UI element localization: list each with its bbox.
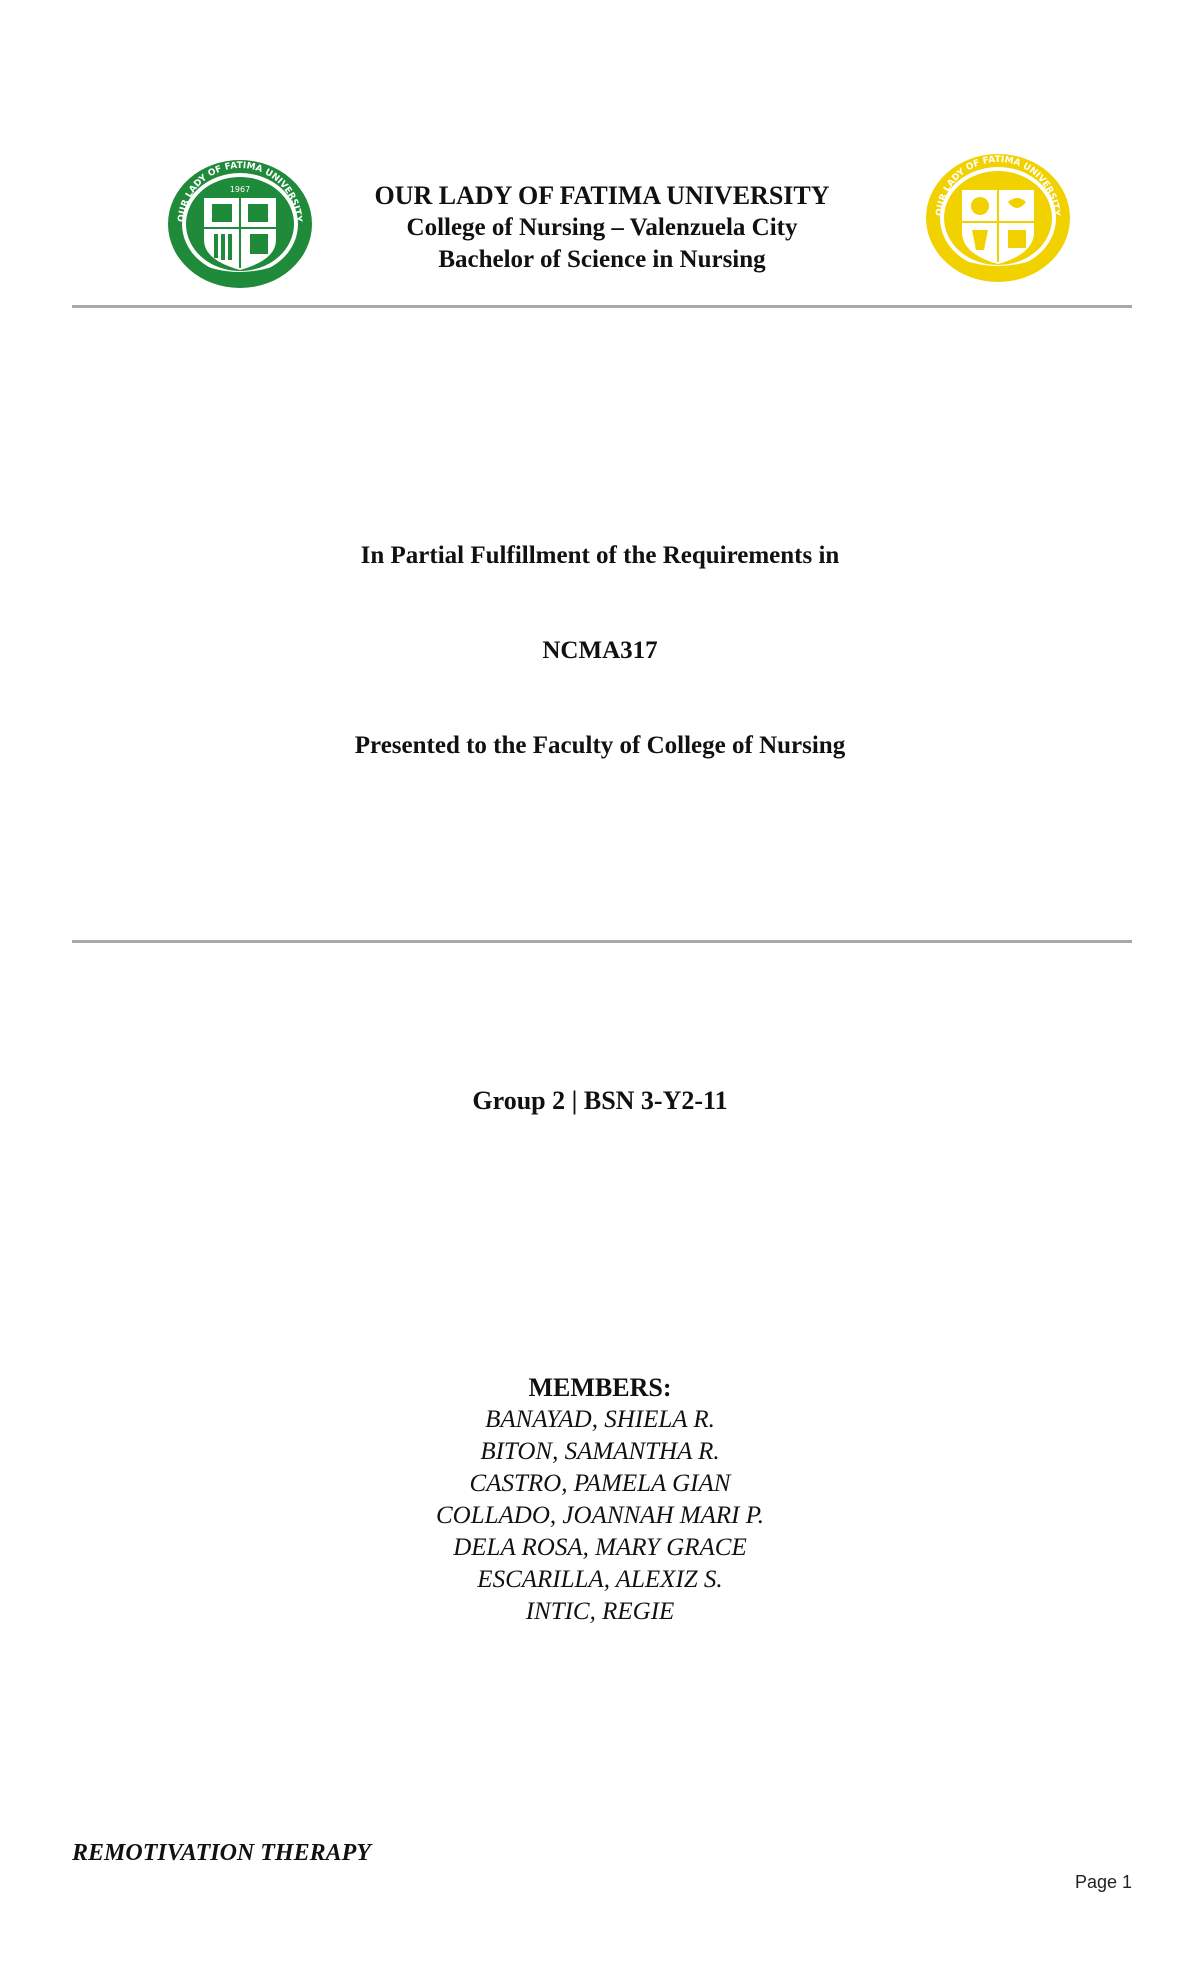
svg-text:1967: 1967 bbox=[229, 185, 251, 194]
document-footer-title: REMOTIVATION THERAPY bbox=[72, 1840, 371, 1866]
university-heading bbox=[302, 180, 902, 276]
member-name: DELA ROSA, MARY GRACE bbox=[453, 1534, 747, 1561]
fulfillment-statement: In Partial Fulfillment of the Requirements in bbox=[360, 542, 840, 569]
member-name: BANAYAD, SHIELA R. bbox=[485, 1406, 715, 1433]
member-name: COLLADO, JOANNAH MARI P. bbox=[435, 1502, 764, 1529]
university-seal-icon bbox=[164, 156, 316, 292]
section-divider bbox=[72, 940, 1132, 943]
page-number: Page 1 bbox=[1074, 1872, 1132, 1892]
member-name: CASTRO, PAMELA GIAN bbox=[469, 1470, 731, 1497]
program-name: Bachelor of Science in Nursing bbox=[438, 246, 766, 273]
members-list bbox=[0, 1404, 1200, 1628]
presented-to-statement: Presented to the Faculty of College of Nursing bbox=[354, 732, 846, 759]
university-name: OUR LADY OF FATIMA UNIVERSITY bbox=[374, 181, 830, 210]
course-code: NCMA317 bbox=[542, 637, 658, 664]
members-heading: MEMBERS: bbox=[528, 1373, 672, 1402]
member-name: BITON, SAMANTHA R. bbox=[480, 1438, 720, 1465]
member-name: ESCARILLA, ALEXIZ S. bbox=[477, 1566, 723, 1593]
college-of-nursing-seal-icon bbox=[922, 150, 1074, 286]
group-label: Group 2 | BSN 3-Y2-11 bbox=[472, 1086, 728, 1115]
members-section bbox=[0, 1372, 1200, 1628]
college-name: College of Nursing – Valenzuela City bbox=[406, 214, 798, 241]
svg-text:OUR LADY OF FATIMA UNIVERSITY: OUR LADY OF FATIMA UNIVERSITY bbox=[934, 154, 1062, 217]
document-header bbox=[72, 150, 1132, 300]
header-divider bbox=[72, 305, 1132, 308]
svg-text:OUR LADY OF FATIMA UNIVERSITY: OUR LADY OF FATIMA UNIVERSITY bbox=[176, 160, 304, 223]
member-name: INTIC, REGIE bbox=[525, 1598, 675, 1625]
